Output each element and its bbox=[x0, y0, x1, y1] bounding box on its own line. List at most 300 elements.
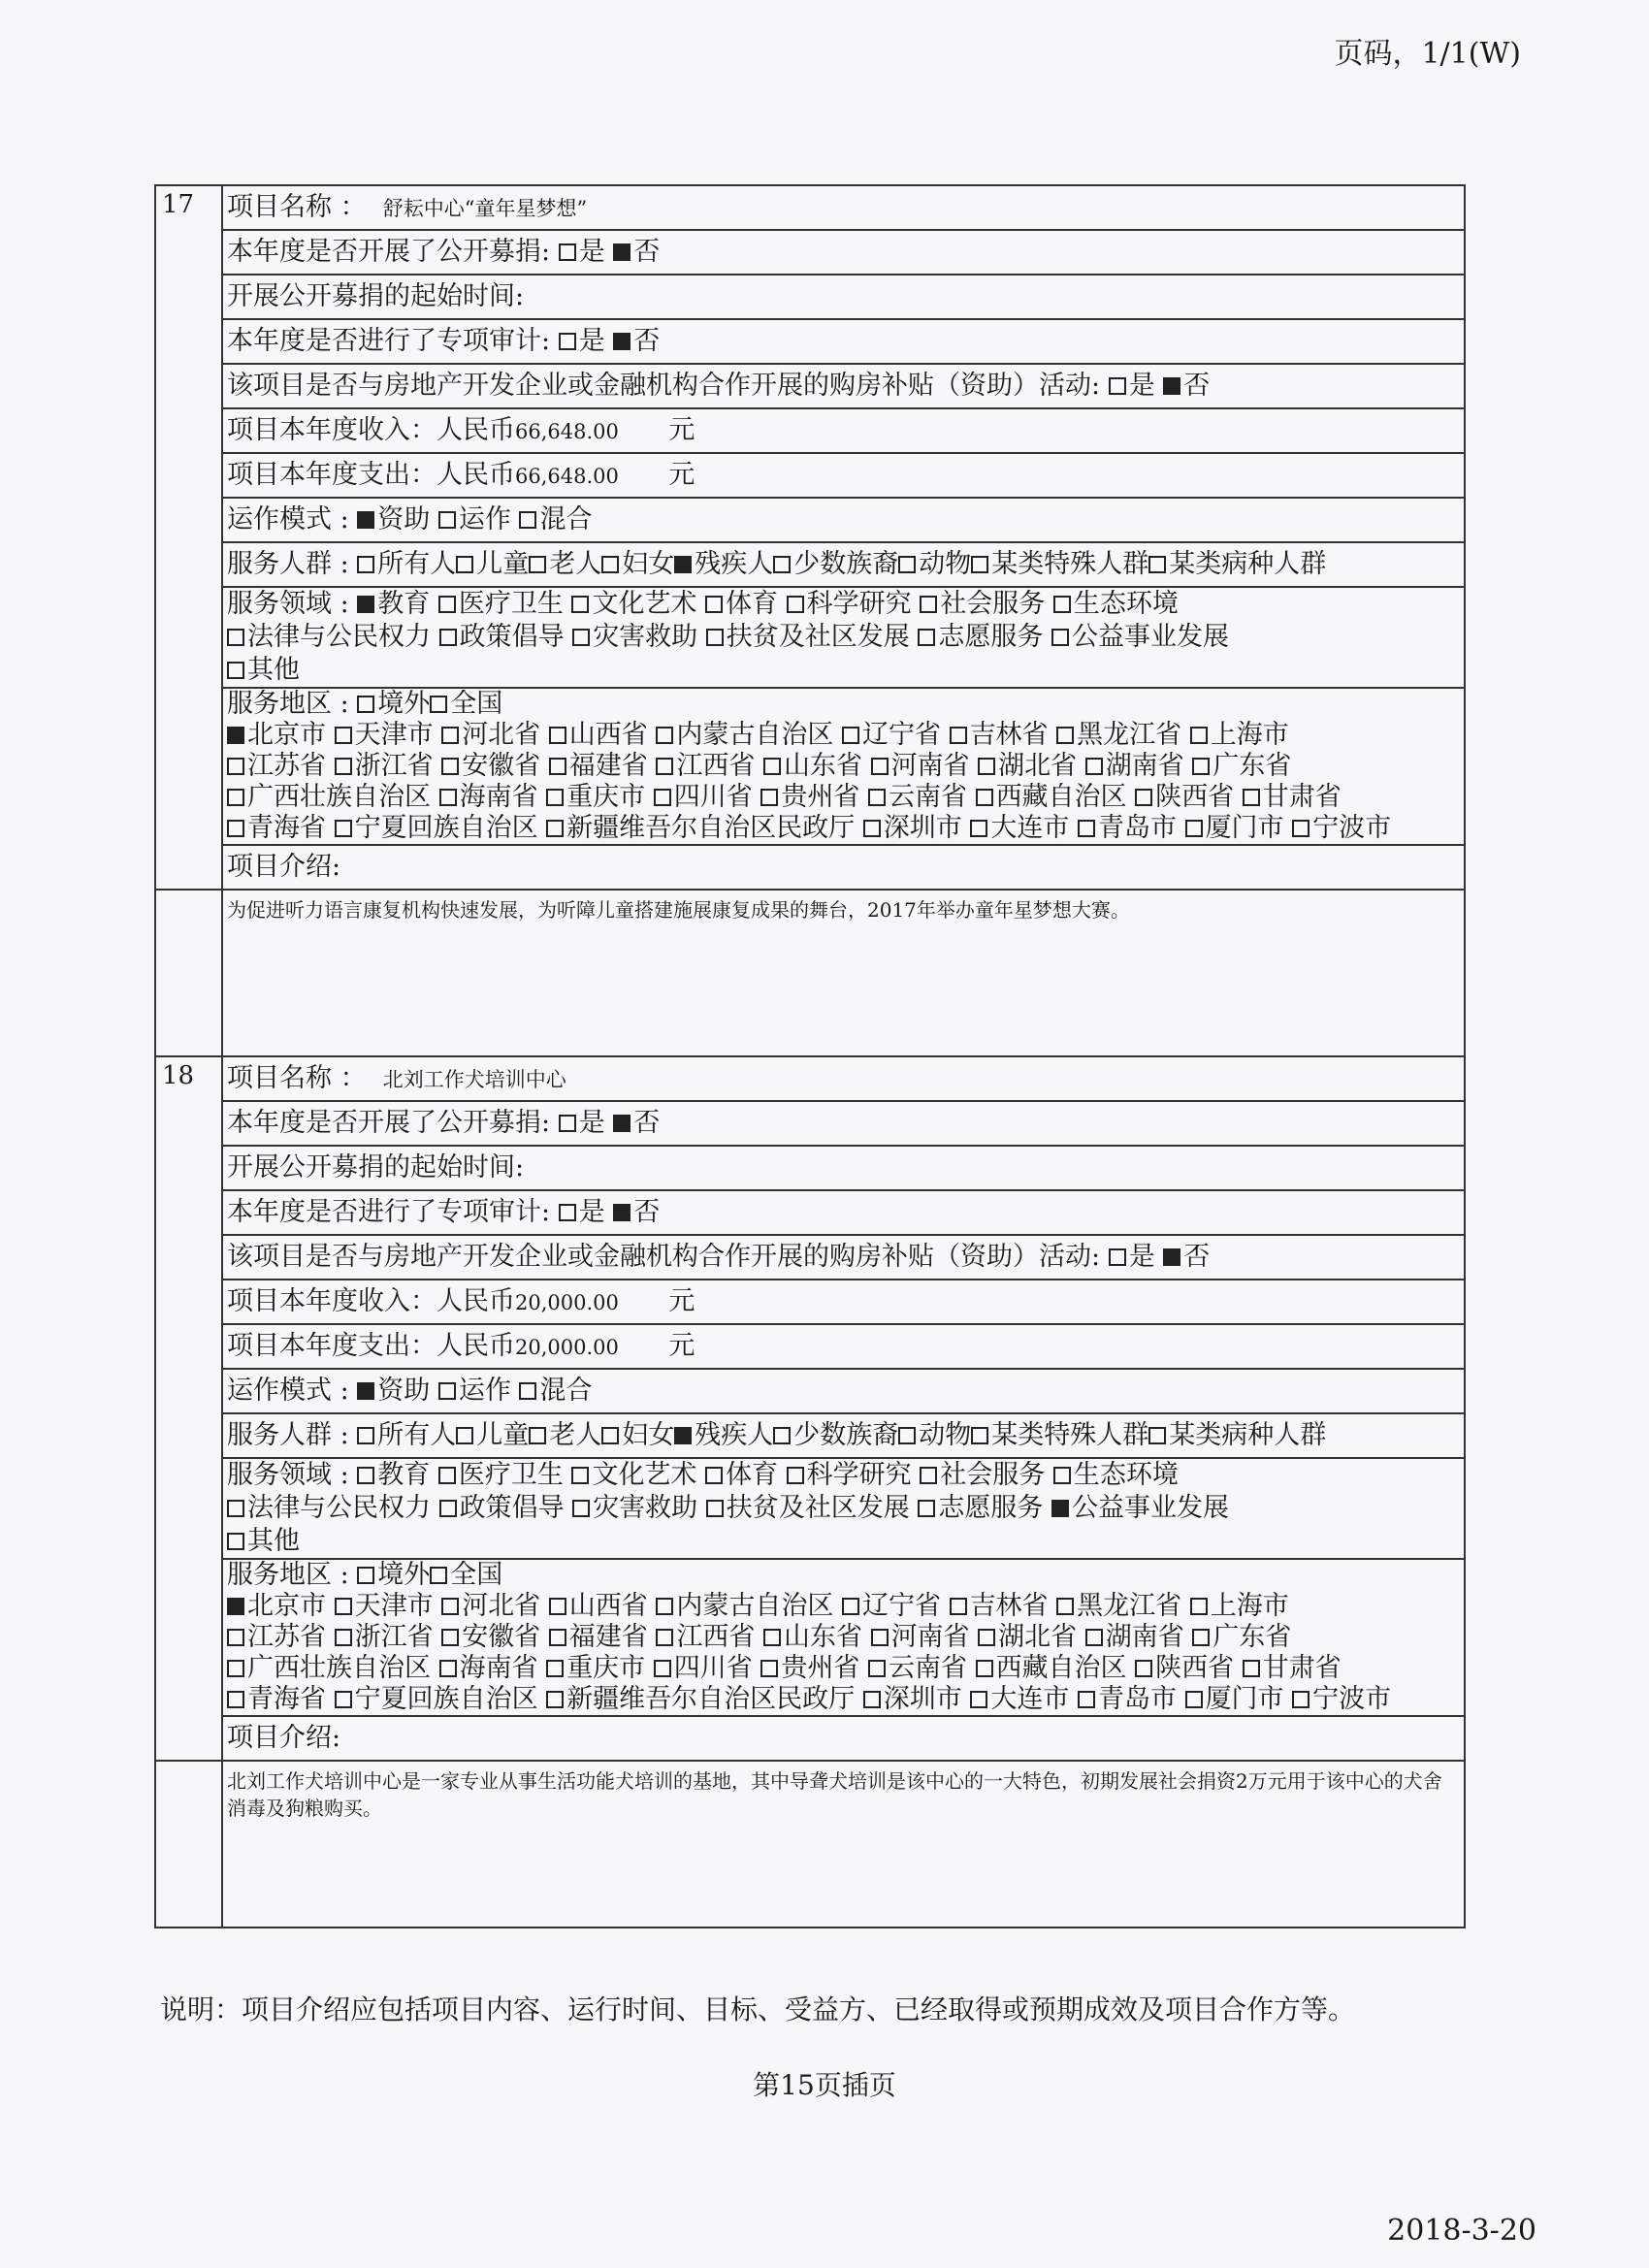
field-option: 教育 bbox=[377, 1460, 431, 1490]
field-11-checkbox bbox=[918, 1500, 935, 1517]
region-option: 福建省 bbox=[568, 751, 648, 781]
region-option: 河北省 bbox=[462, 720, 541, 750]
field-7-checkbox bbox=[227, 1500, 244, 1517]
region-10-checkbox bbox=[335, 1629, 352, 1646]
region-8-checkbox bbox=[1190, 727, 1208, 744]
region-18-checkbox bbox=[1192, 1629, 1210, 1646]
region-option: 陕西省 bbox=[1155, 782, 1235, 812]
mode-2-checkbox bbox=[519, 1382, 536, 1400]
region-21-checkbox bbox=[546, 1660, 564, 1677]
region-option: 重庆市 bbox=[566, 782, 646, 812]
intro-label: 项目介绍: bbox=[227, 1723, 341, 1753]
people-1-checkbox bbox=[456, 556, 473, 573]
region-option: 青岛市 bbox=[1097, 1684, 1177, 1714]
region-option: 吉林省 bbox=[969, 720, 1049, 750]
region-1-checkbox bbox=[335, 1598, 352, 1615]
project-table bbox=[154, 184, 1466, 1928]
audit-label: 本年度是否进行了专项审计: bbox=[227, 1197, 551, 1227]
region-24-checkbox bbox=[868, 789, 886, 806]
fundraise-label: 本年度是否开展了公开募捐: bbox=[227, 237, 551, 267]
region-option: 天津市 bbox=[354, 720, 434, 750]
region-25-checkbox bbox=[976, 789, 993, 806]
fundraise-yes-checkbox bbox=[559, 243, 576, 261]
people-option: 儿童 bbox=[476, 1420, 530, 1450]
region-option: 四川省 bbox=[673, 782, 753, 812]
region-12-checkbox bbox=[549, 1629, 566, 1646]
region-option: 重庆市 bbox=[566, 1653, 646, 1683]
region-2-checkbox bbox=[441, 727, 459, 744]
field-option: 政策倡导 bbox=[459, 1493, 565, 1523]
region-5-checkbox bbox=[842, 1598, 859, 1615]
page-insert-label: 第15页插页 bbox=[753, 2069, 896, 2101]
no-label: 否 bbox=[633, 237, 661, 267]
income-label: 项目本年度收入：人民币 bbox=[227, 1285, 515, 1316]
region-34-checkbox bbox=[1185, 1691, 1203, 1708]
region-31-checkbox bbox=[863, 1691, 881, 1708]
field-option: 法律与公民权力 bbox=[247, 1493, 431, 1523]
region-option: 辽宁省 bbox=[861, 720, 941, 750]
project-intro-text: 为促进听力语言康复机构快速发展，为听障儿童搭建施展康复成果的舞台，2017年举办童年星梦想大赛。 bbox=[227, 898, 1130, 922]
project-name-row bbox=[155, 185, 1465, 230]
field-option: 体育 bbox=[726, 589, 779, 619]
mode-label: 运作模式 : bbox=[227, 504, 349, 535]
region-option: 上海市 bbox=[1210, 720, 1289, 750]
field-4-checkbox bbox=[787, 596, 804, 613]
subsidy-label: 该项目是否与房地产开发企业或金融机构合作开展的购房补贴（资助）活动: bbox=[227, 371, 1101, 401]
region-option: 大连市 bbox=[990, 1684, 1070, 1714]
people-option: 少数族裔 bbox=[793, 1420, 899, 1450]
yes-label: 是 bbox=[578, 1197, 605, 1227]
footnote: 说明：项目介绍应包括项目内容、运行时间、目标、受益方、已经取得或预期成效及项目合作方等。 bbox=[160, 1993, 1356, 2025]
region-option: 宁波市 bbox=[1312, 813, 1392, 843]
field-12-checkbox bbox=[1051, 1500, 1069, 1517]
region-35-checkbox bbox=[1292, 1691, 1310, 1708]
field-8-checkbox bbox=[439, 1500, 457, 1517]
region-13-checkbox bbox=[656, 758, 673, 775]
region-option: 安徽省 bbox=[462, 1622, 541, 1652]
people-option: 儿童 bbox=[476, 549, 530, 579]
people-3-checkbox bbox=[601, 1427, 619, 1444]
region-2-checkbox bbox=[441, 1598, 459, 1615]
region-option: 大连市 bbox=[990, 813, 1070, 843]
field-option: 志愿服务 bbox=[938, 622, 1044, 652]
region-option: 河北省 bbox=[462, 1591, 541, 1621]
no-label: 否 bbox=[1183, 371, 1211, 401]
region-option: 天津市 bbox=[354, 1591, 434, 1621]
region-15-checkbox bbox=[871, 1629, 889, 1646]
field-option: 生态环境 bbox=[1073, 589, 1179, 619]
region-option: 云南省 bbox=[888, 1653, 967, 1683]
yes-label: 是 bbox=[578, 326, 605, 356]
area-option: 境外 bbox=[377, 1560, 431, 1590]
field-12-checkbox bbox=[1051, 629, 1069, 646]
area-option: 境外 bbox=[377, 689, 431, 719]
region-6-checkbox bbox=[950, 727, 967, 744]
region-option: 江西省 bbox=[676, 751, 756, 781]
people-option: 妇女 bbox=[622, 549, 675, 579]
no-label: 否 bbox=[633, 326, 661, 356]
area-label: 服务地区 : bbox=[227, 1560, 349, 1590]
mode-label: 运作模式 : bbox=[227, 1376, 349, 1406]
region-10-checkbox bbox=[335, 758, 352, 775]
region-option: 湖北省 bbox=[998, 751, 1078, 781]
page-code: 页码，1/1(W) bbox=[1334, 37, 1521, 71]
region-4-checkbox bbox=[656, 1598, 673, 1615]
region-8-checkbox bbox=[1190, 1598, 1208, 1615]
region-option: 安徽省 bbox=[462, 751, 541, 781]
people-0-checkbox bbox=[357, 1427, 374, 1444]
fundraise-start-label: 开展公开募捐的起始时间: bbox=[227, 281, 525, 311]
region-16-checkbox bbox=[978, 1629, 995, 1646]
area-abroad-checkbox bbox=[357, 1567, 374, 1584]
fields-label: 服务领域 : bbox=[227, 589, 349, 619]
people-4-checkbox bbox=[674, 556, 692, 573]
region-option: 宁夏回族自治区 bbox=[354, 1684, 538, 1714]
region-28-checkbox bbox=[227, 1691, 244, 1708]
region-option: 内蒙古自治区 bbox=[676, 720, 834, 750]
project-name: 舒耘中心“童年星梦想” bbox=[382, 196, 588, 220]
field-option: 社会服务 bbox=[940, 589, 1046, 619]
people-1-checkbox bbox=[456, 1427, 473, 1444]
region-option: 山西省 bbox=[568, 1591, 648, 1621]
fundraise-start-label: 开展公开募捐的起始时间: bbox=[227, 1152, 525, 1183]
area-option: 全国 bbox=[450, 1560, 503, 1590]
region-14-checkbox bbox=[763, 758, 781, 775]
region-option: 湖南省 bbox=[1105, 751, 1184, 781]
field-option: 灾害救助 bbox=[593, 1493, 698, 1523]
region-35-checkbox bbox=[1292, 820, 1310, 837]
region-option: 深圳市 bbox=[883, 813, 962, 843]
region-29-checkbox bbox=[335, 1691, 352, 1708]
field-option: 其他 bbox=[247, 655, 300, 685]
region-option: 广东省 bbox=[1212, 1622, 1292, 1652]
field-option: 教育 bbox=[377, 589, 431, 619]
region-3-checkbox bbox=[549, 1598, 566, 1615]
region-30-checkbox bbox=[546, 1691, 564, 1708]
currency-unit: 元 bbox=[668, 1285, 695, 1316]
region-option: 湖南省 bbox=[1105, 1622, 1184, 1652]
region-option: 山东省 bbox=[783, 1622, 862, 1652]
region-21-checkbox bbox=[546, 789, 564, 806]
people-option: 老人 bbox=[549, 549, 602, 579]
income-value: 20,000.00 bbox=[515, 1290, 619, 1314]
expense-value: 20,000.00 bbox=[515, 1335, 619, 1359]
yes-label: 是 bbox=[1128, 1242, 1155, 1272]
field-5-checkbox bbox=[920, 1467, 937, 1484]
region-option: 黑龙江省 bbox=[1077, 720, 1182, 750]
region-option: 广西壮族自治区 bbox=[247, 782, 431, 812]
mode-0-checkbox bbox=[357, 1382, 374, 1400]
region-option: 海南省 bbox=[459, 782, 538, 812]
print-date: 2018-3-20 bbox=[1387, 2214, 1536, 2248]
people-option: 所有人 bbox=[377, 549, 457, 579]
region-13-checkbox bbox=[656, 1629, 673, 1646]
region-33-checkbox bbox=[1078, 1691, 1095, 1708]
region-option: 上海市 bbox=[1210, 1591, 1289, 1621]
region-option: 贵州省 bbox=[781, 1653, 860, 1683]
income-value: 66,648.00 bbox=[515, 419, 619, 443]
region-18-checkbox bbox=[1192, 758, 1210, 775]
region-option: 黑龙江省 bbox=[1077, 1591, 1182, 1621]
region-27-checkbox bbox=[1243, 1660, 1260, 1677]
region-34-checkbox bbox=[1185, 820, 1203, 837]
field-option: 公益事业发展 bbox=[1071, 622, 1229, 652]
mode-1-checkbox bbox=[438, 511, 456, 529]
region-option: 河南省 bbox=[890, 751, 970, 781]
intro-label: 项目介绍: bbox=[227, 852, 341, 882]
yes-label: 是 bbox=[578, 1108, 605, 1138]
region-31-checkbox bbox=[863, 820, 881, 837]
region-14-checkbox bbox=[763, 1629, 781, 1646]
region-option: 云南省 bbox=[888, 782, 967, 812]
area-abroad-checkbox bbox=[357, 696, 374, 713]
region-23-checkbox bbox=[760, 789, 778, 806]
region-option: 广西壮族自治区 bbox=[247, 1653, 431, 1683]
region-19-checkbox bbox=[227, 789, 244, 806]
field-option: 公益事业发展 bbox=[1071, 1493, 1229, 1523]
field-option: 灾害救助 bbox=[593, 622, 698, 652]
field-6-checkbox bbox=[1053, 596, 1071, 613]
region-17-checkbox bbox=[1085, 1629, 1103, 1646]
people-8-checkbox bbox=[1148, 556, 1166, 573]
region-option: 宁夏回族自治区 bbox=[354, 813, 538, 843]
region-option: 福建省 bbox=[568, 1622, 648, 1652]
currency-unit: 元 bbox=[668, 1330, 695, 1361]
region-option: 新疆维吾尔自治区民政厅 bbox=[566, 1684, 856, 1714]
no-label: 否 bbox=[1183, 1242, 1211, 1272]
region-17-checkbox bbox=[1085, 758, 1103, 775]
subsidy-no-checkbox bbox=[1163, 1248, 1180, 1266]
people-option: 动物 bbox=[919, 549, 972, 579]
field-option: 科学研究 bbox=[806, 1460, 912, 1490]
people-2-checkbox bbox=[529, 1427, 546, 1444]
project-intro-text: 北刘工作犬培训中心是一家专业从事生活功能犬培训的基地，其中导聋犬培训是该中心的一大特色，初期发展社会捐资2万元用于该中心的犬舍消毒及狗粮购买。 bbox=[227, 1769, 1442, 1820]
people-option: 某类病种人群 bbox=[1169, 549, 1327, 579]
subsidy-no-checkbox bbox=[1163, 377, 1180, 395]
region-0-checkbox bbox=[227, 727, 244, 744]
region-option: 山西省 bbox=[568, 720, 648, 750]
people-option: 某类特殊人群 bbox=[991, 549, 1149, 579]
field-option: 体育 bbox=[726, 1460, 779, 1490]
people-option: 妇女 bbox=[622, 1420, 675, 1450]
field-option: 法律与公民权力 bbox=[247, 622, 431, 652]
fundraise-no-checkbox bbox=[613, 243, 630, 261]
people-option: 残疾人 bbox=[695, 549, 774, 579]
region-20-checkbox bbox=[439, 1660, 457, 1677]
currency-unit: 元 bbox=[668, 459, 695, 490]
region-26-checkbox bbox=[1135, 1660, 1152, 1677]
people-label: 服务人群 : bbox=[227, 549, 349, 579]
region-option: 青岛市 bbox=[1097, 813, 1177, 843]
region-option: 北京市 bbox=[247, 720, 326, 750]
region-option: 内蒙古自治区 bbox=[676, 1591, 834, 1621]
region-option: 辽宁省 bbox=[861, 1591, 941, 1621]
field-option: 扶贫及社区发展 bbox=[726, 622, 910, 652]
region-option: 青海省 bbox=[247, 813, 326, 843]
mode-option: 资助 bbox=[377, 1376, 431, 1406]
audit-yes-checkbox bbox=[559, 1204, 576, 1221]
region-23-checkbox bbox=[760, 1660, 778, 1677]
field-3-checkbox bbox=[705, 596, 723, 613]
field-8-checkbox bbox=[439, 629, 457, 646]
field-option: 扶贫及社区发展 bbox=[726, 1493, 910, 1523]
region-7-checkbox bbox=[1056, 727, 1074, 744]
region-11-checkbox bbox=[441, 1629, 459, 1646]
project-index: 17 bbox=[162, 190, 195, 219]
field-13-checkbox bbox=[227, 662, 244, 679]
region-1-checkbox bbox=[335, 727, 352, 744]
region-option: 甘肃省 bbox=[1262, 1653, 1342, 1683]
field-9-checkbox bbox=[572, 629, 590, 646]
people-option: 老人 bbox=[549, 1420, 602, 1450]
field-3-checkbox bbox=[705, 1467, 723, 1484]
mode-option: 混合 bbox=[539, 504, 593, 535]
region-9-checkbox bbox=[227, 1629, 244, 1646]
region-option: 浙江省 bbox=[354, 751, 434, 781]
region-27-checkbox bbox=[1243, 789, 1260, 806]
region-22-checkbox bbox=[654, 1660, 671, 1677]
project-name: 北刘工作犬培训中心 bbox=[382, 1067, 566, 1091]
people-option: 某类特殊人群 bbox=[991, 1420, 1149, 1450]
region-option: 江西省 bbox=[676, 1622, 756, 1652]
region-15-checkbox bbox=[871, 758, 889, 775]
region-24-checkbox bbox=[868, 1660, 886, 1677]
region-3-checkbox bbox=[549, 727, 566, 744]
region-7-checkbox bbox=[1056, 1598, 1074, 1615]
field-option: 医疗卫生 bbox=[458, 589, 564, 619]
region-option: 江苏省 bbox=[247, 1622, 326, 1652]
mode-option: 运作 bbox=[458, 504, 511, 535]
region-4-checkbox bbox=[656, 727, 673, 744]
region-option: 厦门市 bbox=[1205, 813, 1284, 843]
fields-label: 服务领域 : bbox=[227, 1460, 349, 1490]
field-2-checkbox bbox=[571, 596, 589, 613]
region-28-checkbox bbox=[227, 820, 244, 837]
people-option: 所有人 bbox=[377, 1420, 457, 1450]
region-32-checkbox bbox=[970, 1691, 987, 1708]
project-name-row bbox=[155, 1056, 1465, 1101]
subsidy-label: 该项目是否与房地产开发企业或金融机构合作开展的购房补贴（资助）活动: bbox=[227, 1242, 1101, 1272]
expense-value: 66,648.00 bbox=[515, 464, 619, 488]
field-option: 其他 bbox=[247, 1526, 300, 1556]
region-11-checkbox bbox=[441, 758, 459, 775]
region-option: 贵州省 bbox=[781, 782, 860, 812]
people-5-checkbox bbox=[773, 1427, 791, 1444]
expense-label: 项目本年度支出：人民币 bbox=[227, 459, 515, 490]
region-option: 厦门市 bbox=[1205, 1684, 1284, 1714]
region-option: 吉林省 bbox=[969, 1591, 1049, 1621]
region-option: 湖北省 bbox=[998, 1622, 1078, 1652]
field-4-checkbox bbox=[787, 1467, 804, 1484]
region-22-checkbox bbox=[654, 789, 671, 806]
field-1-checkbox bbox=[438, 1467, 456, 1484]
region-option: 陕西省 bbox=[1155, 1653, 1235, 1683]
region-option: 海南省 bbox=[459, 1653, 538, 1683]
area-option: 全国 bbox=[450, 689, 503, 719]
project-name-label: 项目名称 ： bbox=[227, 191, 367, 222]
field-1-checkbox bbox=[438, 596, 456, 613]
region-32-checkbox bbox=[970, 820, 987, 837]
field-option: 社会服务 bbox=[940, 1460, 1046, 1490]
region-option: 河南省 bbox=[890, 1622, 970, 1652]
people-option: 某类病种人群 bbox=[1169, 1420, 1327, 1450]
fundraise-no-checkbox bbox=[613, 1115, 630, 1132]
no-label: 否 bbox=[633, 1197, 661, 1227]
yes-label: 是 bbox=[578, 237, 605, 267]
project-name-label: 项目名称 ： bbox=[227, 1062, 367, 1093]
region-26-checkbox bbox=[1135, 789, 1152, 806]
people-option: 动物 bbox=[919, 1420, 972, 1450]
region-option: 西藏自治区 bbox=[995, 782, 1127, 812]
subsidy-yes-checkbox bbox=[1109, 377, 1126, 395]
people-7-checkbox bbox=[971, 1427, 988, 1444]
region-option: 广东省 bbox=[1212, 751, 1292, 781]
field-0-checkbox bbox=[357, 1467, 374, 1484]
region-33-checkbox bbox=[1078, 820, 1095, 837]
people-option: 残疾人 bbox=[695, 1420, 774, 1450]
expense-label: 项目本年度支出：人民币 bbox=[227, 1330, 515, 1361]
audit-no-checkbox bbox=[613, 333, 630, 350]
field-10-checkbox bbox=[706, 1500, 724, 1517]
field-6-checkbox bbox=[1053, 1467, 1071, 1484]
region-option: 山东省 bbox=[783, 751, 862, 781]
region-29-checkbox bbox=[335, 820, 352, 837]
field-option: 政策倡导 bbox=[459, 622, 565, 652]
field-7-checkbox bbox=[227, 629, 244, 646]
area-label: 服务地区 : bbox=[227, 689, 349, 719]
project-index: 18 bbox=[162, 1061, 195, 1090]
people-6-checkbox bbox=[898, 556, 916, 573]
field-9-checkbox bbox=[572, 1500, 590, 1517]
field-option: 文化艺术 bbox=[592, 589, 697, 619]
people-8-checkbox bbox=[1148, 1427, 1166, 1444]
fundraise-label: 本年度是否开展了公开募捐: bbox=[227, 1108, 551, 1138]
field-option: 文化艺术 bbox=[592, 1460, 697, 1490]
yes-label: 是 bbox=[1128, 371, 1155, 401]
area-national-checkbox bbox=[430, 696, 447, 713]
field-5-checkbox bbox=[920, 596, 937, 613]
people-4-checkbox bbox=[674, 1427, 692, 1444]
no-label: 否 bbox=[633, 1108, 661, 1138]
region-option: 西藏自治区 bbox=[995, 1653, 1127, 1683]
region-option: 江苏省 bbox=[247, 751, 326, 781]
fundraise-yes-checkbox bbox=[559, 1115, 576, 1132]
people-label: 服务人群 : bbox=[227, 1420, 349, 1450]
project-intro-row bbox=[155, 890, 1465, 1056]
people-0-checkbox bbox=[357, 556, 374, 573]
people-2-checkbox bbox=[529, 556, 546, 573]
people-option: 少数族裔 bbox=[793, 549, 899, 579]
region-option: 甘肃省 bbox=[1262, 782, 1342, 812]
area-national-checkbox bbox=[430, 1567, 447, 1584]
field-11-checkbox bbox=[918, 629, 935, 646]
field-10-checkbox bbox=[706, 629, 724, 646]
region-16-checkbox bbox=[978, 758, 995, 775]
audit-yes-checkbox bbox=[559, 333, 576, 350]
region-0-checkbox bbox=[227, 1598, 244, 1615]
audit-no-checkbox bbox=[613, 1204, 630, 1221]
field-0-checkbox bbox=[357, 596, 374, 613]
mode-1-checkbox bbox=[438, 1382, 456, 1400]
region-option: 四川省 bbox=[673, 1653, 753, 1683]
region-option: 宁波市 bbox=[1312, 1684, 1392, 1714]
field-option: 生态环境 bbox=[1073, 1460, 1179, 1490]
region-20-checkbox bbox=[439, 789, 457, 806]
income-label: 项目本年度收入：人民币 bbox=[227, 414, 515, 445]
field-13-checkbox bbox=[227, 1533, 244, 1550]
currency-unit: 元 bbox=[668, 414, 695, 445]
mode-option: 资助 bbox=[377, 504, 431, 535]
